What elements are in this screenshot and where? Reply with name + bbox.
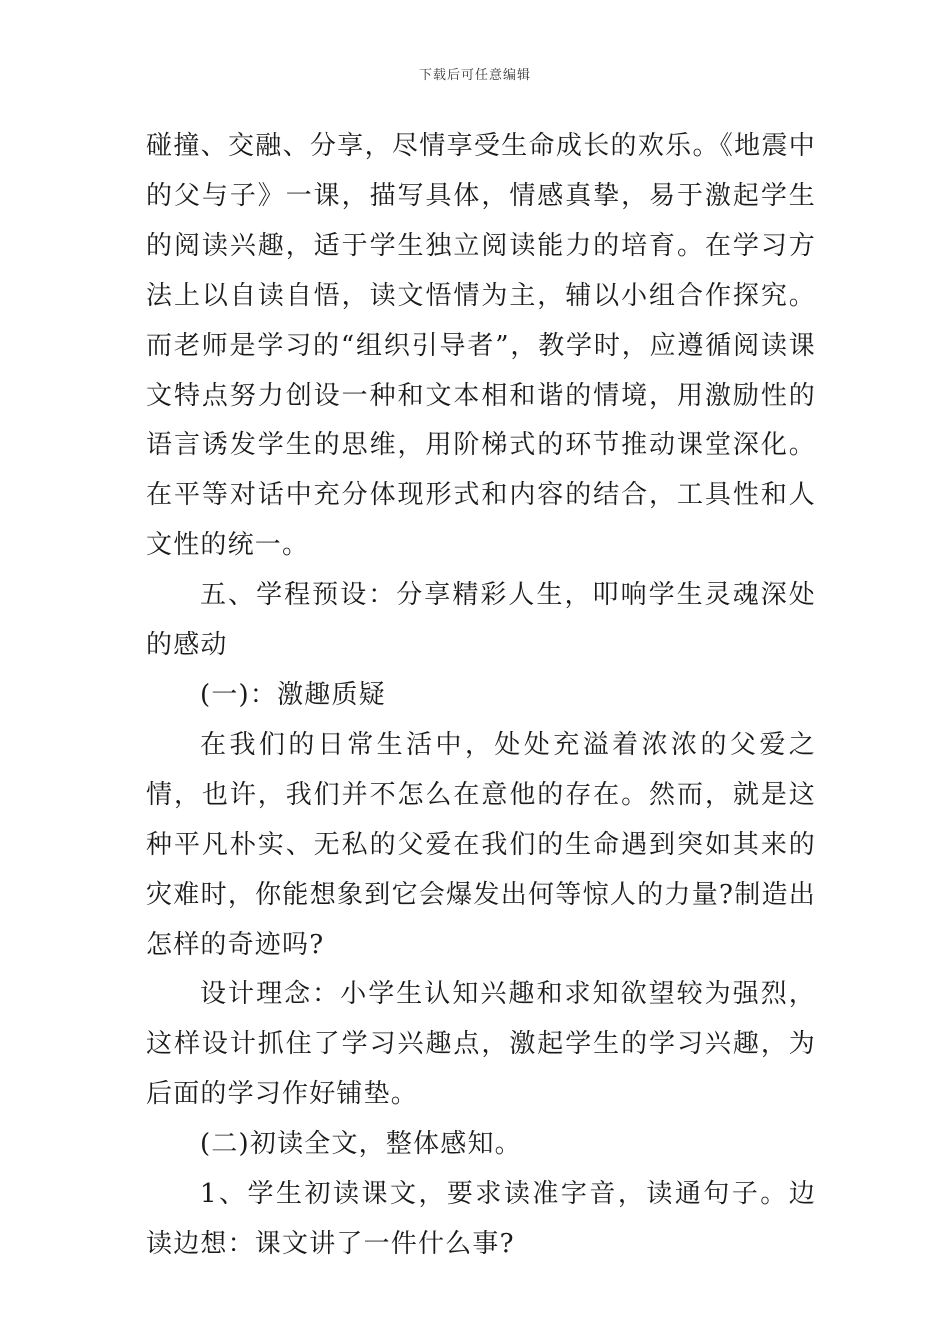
paragraph-intro: 在我们的日常生活中，处处充溢着浓浓的父爱之情，也许，我们并不怎么在意他的存在。然而，就是这种平凡朴实、无私的父爱在我们的生命遇到突如其来的灾难时，你能想象到它会爆发出何等惊人的力量?制造出怎样的奇迹吗? xyxy=(146,729,816,960)
subsection-heading-2: (二)初读全文，整体感知。 xyxy=(200,1129,522,1160)
paragraph-design-concept: 设计理念：小学生认知兴趣和求知欲望较为强烈，这样设计抓住了学习兴趣点，激起学生的学习兴趣，为后面的学习作好铺垫。 xyxy=(146,979,816,1110)
document-body xyxy=(146,122,816,1270)
paragraph-continuation: 碰撞、交融、分享，尽情享受生命成长的欢乐。《地震中的父与子》一课，描写具体，情感真挚，易于激起学生的阅读兴趣，适于学生独立阅读能力的培育。在学习方法上以自读自悟，读文悟情为主，辅以小组合作探究。而老师是学习的“组织引导者”，教学时，应遵循阅读课文特点努力创设一种和文本相和谐的情境，用激励性的语言诱发学生的思维，用阶梯式的环节推动课堂深化。在平等对话中充分体现形式和内容的结合，工具性和人文性的统一。 xyxy=(146,131,816,561)
section-heading-5: 五、学程预设：分享精彩人生，叩响学生灵魂深处的感动 xyxy=(146,580,816,661)
page-header: 下载后可任意编辑 xyxy=(418,68,531,83)
subsection-heading-1: (一)：激趣质疑 xyxy=(200,679,386,710)
paragraph-step-1: 1、学生初读课文，要求读准字音，读通句子。边读边想：课文讲了一件什么事? xyxy=(146,1179,816,1259)
